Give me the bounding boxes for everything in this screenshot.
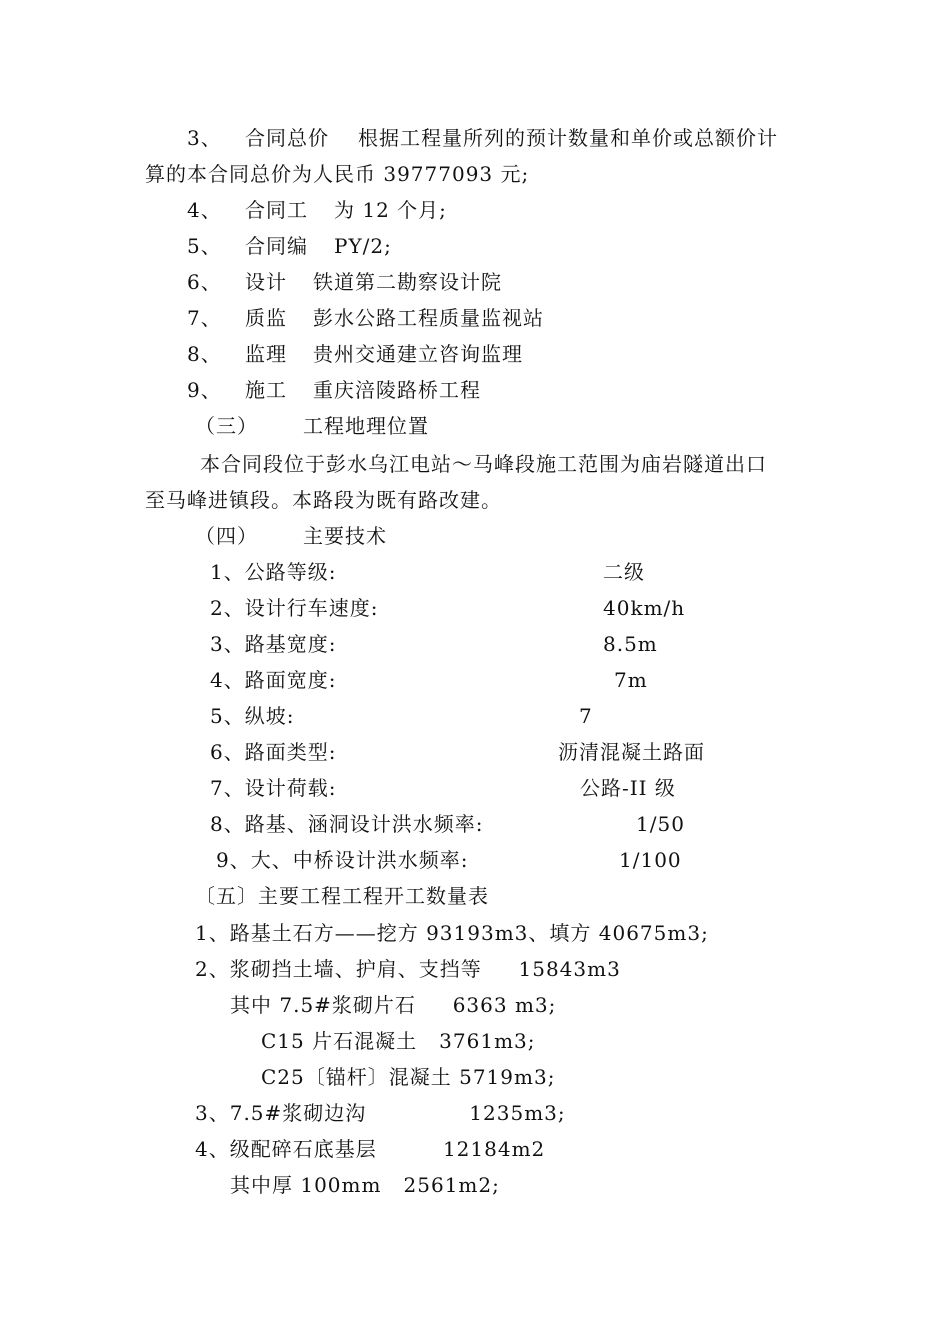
spec-value: 1/100 <box>619 848 682 872</box>
item-value: 铁道第二勘察设计院 <box>313 270 502 294</box>
item-number: 7、 <box>187 306 222 330</box>
section-5-heading: 〔五〕主要工程工程开工数量表 <box>195 884 489 908</box>
quantity-line: 2、浆砌挡土墙、护肩、支挡等 15843m3 <box>195 957 621 981</box>
spec-label: 6、路面类型: <box>210 740 337 764</box>
quantity-line: 1、路基土石方——挖方 93193m3、填方 40675m3; <box>195 921 709 945</box>
section-title: 工程地理位置 <box>303 414 429 438</box>
section-number: （三） <box>195 414 258 438</box>
item-label: 合同总价 <box>245 126 329 150</box>
quantity-line: 4、级配碎石底基层 12184m2 <box>195 1137 546 1161</box>
item-3-continuation: 算的本合同总价为人民币 39777093 元; <box>145 162 530 186</box>
item-value: 彭水公路工程质量监视站 <box>313 306 544 330</box>
spec-value: 二级 <box>603 560 645 584</box>
quantity-line: C25〔锚杆〕混凝土 5719m3; <box>261 1065 556 1089</box>
spec-label: 5、纵坡: <box>210 704 295 728</box>
item-label: 施工 <box>245 378 287 402</box>
item-number: 5、 <box>187 234 222 258</box>
item-value: 根据工程量所列的预计数量和单价或总额价计 <box>358 126 778 150</box>
item-number: 3、 <box>187 126 222 150</box>
quantity-line: 3、7.5#浆砌边沟 1235m3; <box>195 1101 566 1125</box>
spec-label: 8、路基、涵洞设计洪水频率: <box>210 812 484 836</box>
spec-value: 1/50 <box>636 812 685 836</box>
item-label: 设计 <box>245 270 287 294</box>
item-label: 合同编 <box>245 234 308 258</box>
quantity-line: C15 片石混凝土 3761m3; <box>261 1029 536 1053</box>
spec-value: 7 <box>579 704 593 728</box>
item-label: 监理 <box>245 342 287 366</box>
spec-label: 1、公路等级: <box>210 560 337 584</box>
item-value: 为 12 个月; <box>334 198 447 222</box>
item-label: 合同工 <box>245 198 308 222</box>
spec-value: 40km/h <box>603 596 686 620</box>
section-number: （四） <box>195 524 258 548</box>
section-3-paragraph-line: 至马峰进镇段。本路段为既有路改建。 <box>145 488 502 512</box>
item-value: 贵州交通建立咨询监理 <box>313 342 523 366</box>
spec-value: 公路-II 级 <box>580 776 676 800</box>
spec-label: 7、设计荷载: <box>210 776 337 800</box>
item-value: PY/2; <box>334 234 392 258</box>
spec-value: 8.5m <box>603 632 658 656</box>
item-number: 4、 <box>187 198 222 222</box>
section-title: 主要技术 <box>303 524 387 548</box>
section-3-paragraph-line: 本合同段位于彭水乌江电站～马峰段施工范围为庙岩隧道出口 <box>200 452 767 476</box>
item-label: 质监 <box>245 306 287 330</box>
quantity-line: 其中 7.5#浆砌片石 6363 m3; <box>230 993 557 1017</box>
item-number: 6、 <box>187 270 222 294</box>
item-number: 9、 <box>187 378 222 402</box>
item-value: 重庆涪陵路桥工程 <box>313 378 481 402</box>
spec-value: 沥清混凝土路面 <box>558 740 705 764</box>
spec-value: 7m <box>614 668 648 692</box>
spec-label: 2、设计行车速度: <box>210 596 379 620</box>
spec-label: 3、路基宽度: <box>210 632 337 656</box>
spec-label: 9、大、中桥设计洪水频率: <box>216 848 469 872</box>
item-number: 8、 <box>187 342 222 366</box>
spec-label: 4、路面宽度: <box>210 668 337 692</box>
quantity-line: 其中厚 100mm 2561m2; <box>230 1173 500 1197</box>
